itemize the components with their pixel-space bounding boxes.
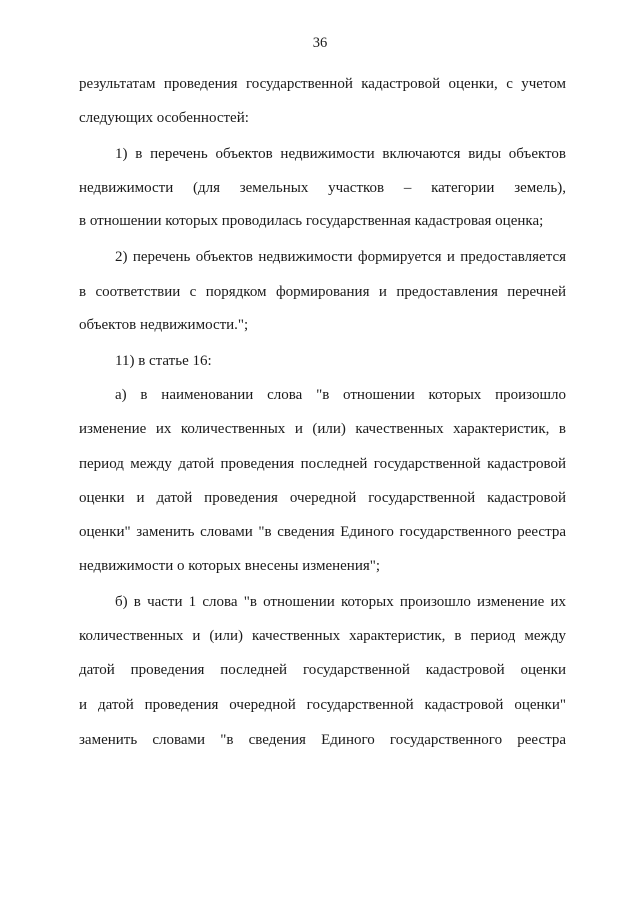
text-line: следующих особенностей: — [79, 110, 249, 126]
text-line: оценки" заменить словами "в сведения Единого государственного реестра — [79, 524, 566, 540]
text-line: оценки и датой проведения очередной государственной кадастровой — [79, 490, 566, 506]
text-line: 11) в статье 16: — [115, 353, 212, 369]
text-line: 2) перечень объектов недвижимости формируется и предоставляется — [115, 249, 566, 265]
text-line: результатам проведения государственной кадастровой оценки, с учетом — [79, 76, 566, 92]
text-line: в соответствии с порядком формирования и предоставления перечней — [79, 284, 566, 300]
text-line: 1) в перечень объектов недвижимости включаются виды объектов — [115, 146, 566, 162]
text-line: датой проведения последней государственной кадастровой оценки — [79, 662, 566, 678]
text-line: изменение их количественных и (или) качественных характеристик, в — [79, 421, 566, 437]
text-line: и датой проведения очередной государственной кадастровой оценки" — [79, 697, 566, 713]
page-number: 36 — [312, 35, 328, 51]
text-line: недвижимости о которых внесены изменения"; — [79, 558, 381, 574]
text-line: количественных и (или) качественных характеристик, в период между — [79, 628, 566, 644]
text-line: в отношении которых проводилась государственная кадастровая оценка; — [79, 213, 544, 229]
text-line: а) в наименовании слова "в отношении которых произошло — [115, 387, 566, 403]
text-line: заменить словами "в сведения Единого государственного реестра — [79, 732, 566, 748]
text-line: объектов недвижимости."; — [79, 317, 249, 333]
text-line: недвижимости (для земельных участков – категории земель), — [79, 180, 566, 196]
text-line: б) в части 1 слова "в отношении которых произошло изменение их — [115, 594, 566, 610]
text-line: период между датой проведения последней государственной кадастровой — [79, 456, 566, 472]
